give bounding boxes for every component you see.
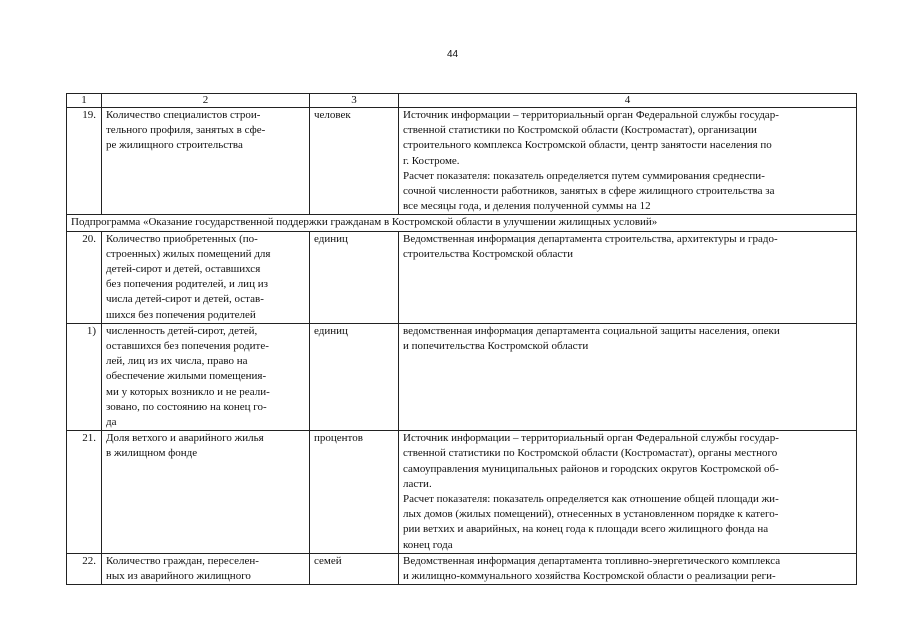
table-row [67,431,857,554]
page-number: 44 [446,49,459,60]
table-row [67,323,857,430]
table-row [67,231,857,323]
indicator-unit: процентов [310,431,399,554]
indicator-unit: единиц [310,231,399,323]
indicator-source: Ведомственная информация департамента строительства, архитектуры и градо- строительства Костромской области [399,231,857,323]
indicator-name: Количество приобретенных (по- строенных) жилых помещений для детей-сирот и детей, оставшихся без попечения родителей, и лиц из числа детей-сирот и детей, остав- шихся без попечения родителей [102,231,310,323]
indicators-table [66,93,857,585]
subprogram-title: Подпрограмма «Оказание государственной поддержки гражданам в Костромской области в улучшении жилищных условий» [67,215,857,231]
indicator-source: Источник информации – территориальный орган Федеральной службы государ- ственной статистики по Костромской области (Костромастат), организации строительного комплекса Костромской области, центр занятости населения по г. Костроме. Расчет показателя: показатель определяется путем суммирования среднеспи- сочной численности работников, занятых в сфере жилищного строительства за все месяцы года, и деления полученной суммы на 12 [399,108,857,215]
indicator-unit: семей [310,553,399,584]
header-cell: 1 [67,94,102,108]
row-number: 21. [67,431,102,554]
header-cell: 2 [102,94,310,108]
indicator-name: численность детей-сирот, детей, оставшихся без попечения родите- лей, лиц из их числа, право на обеспечение жилыми помещения- ми у которых возникло и не реали- зовано, по состоянию на конец го- да [102,323,310,430]
header-cell: 4 [399,94,857,108]
header-cell: 3 [310,94,399,108]
indicator-name: Количество граждан, переселен- ных из аварийного жилищного [102,553,310,584]
indicator-source: ведомственная информация департамента социальной защиты населения, опеки и попечительства Костромской области [399,323,857,430]
row-number: 1) [67,323,102,430]
indicator-source: Источник информации – территориальный орган Федеральной службы государ- ственной статистики по Костромской области (Костромастат), органы местного самоуправления муниципальных районов и городских округов Костромской об- ласти. Расчет показателя: показатель определяется как отношение общей площади жи- лых домов (жилых помещений), отнесенных в установленном порядке к катего- рии ветхих и аварийных, на конец года к площади всего жилищного фонда на конец года [399,431,857,554]
row-number: 19. [67,108,102,215]
row-number: 22. [67,553,102,584]
subprogram-row [67,215,857,231]
indicator-name: Доля ветхого и аварийного жилья в жилищном фонде [102,431,310,554]
indicator-source: Ведомственная информация департамента топливно-энергетического комплекса и жилищно-коммунального хозяйства Костромской области о реализации реги- [399,553,857,584]
table-row [67,108,857,215]
indicator-unit: человек [310,108,399,215]
indicator-unit: единиц [310,323,399,430]
row-number: 20. [67,231,102,323]
table-row [67,553,857,584]
indicator-name: Количество специалистов строи- тельного профиля, занятых в сфе- ре жилищного строительства [102,108,310,215]
table-header-row [67,94,857,108]
